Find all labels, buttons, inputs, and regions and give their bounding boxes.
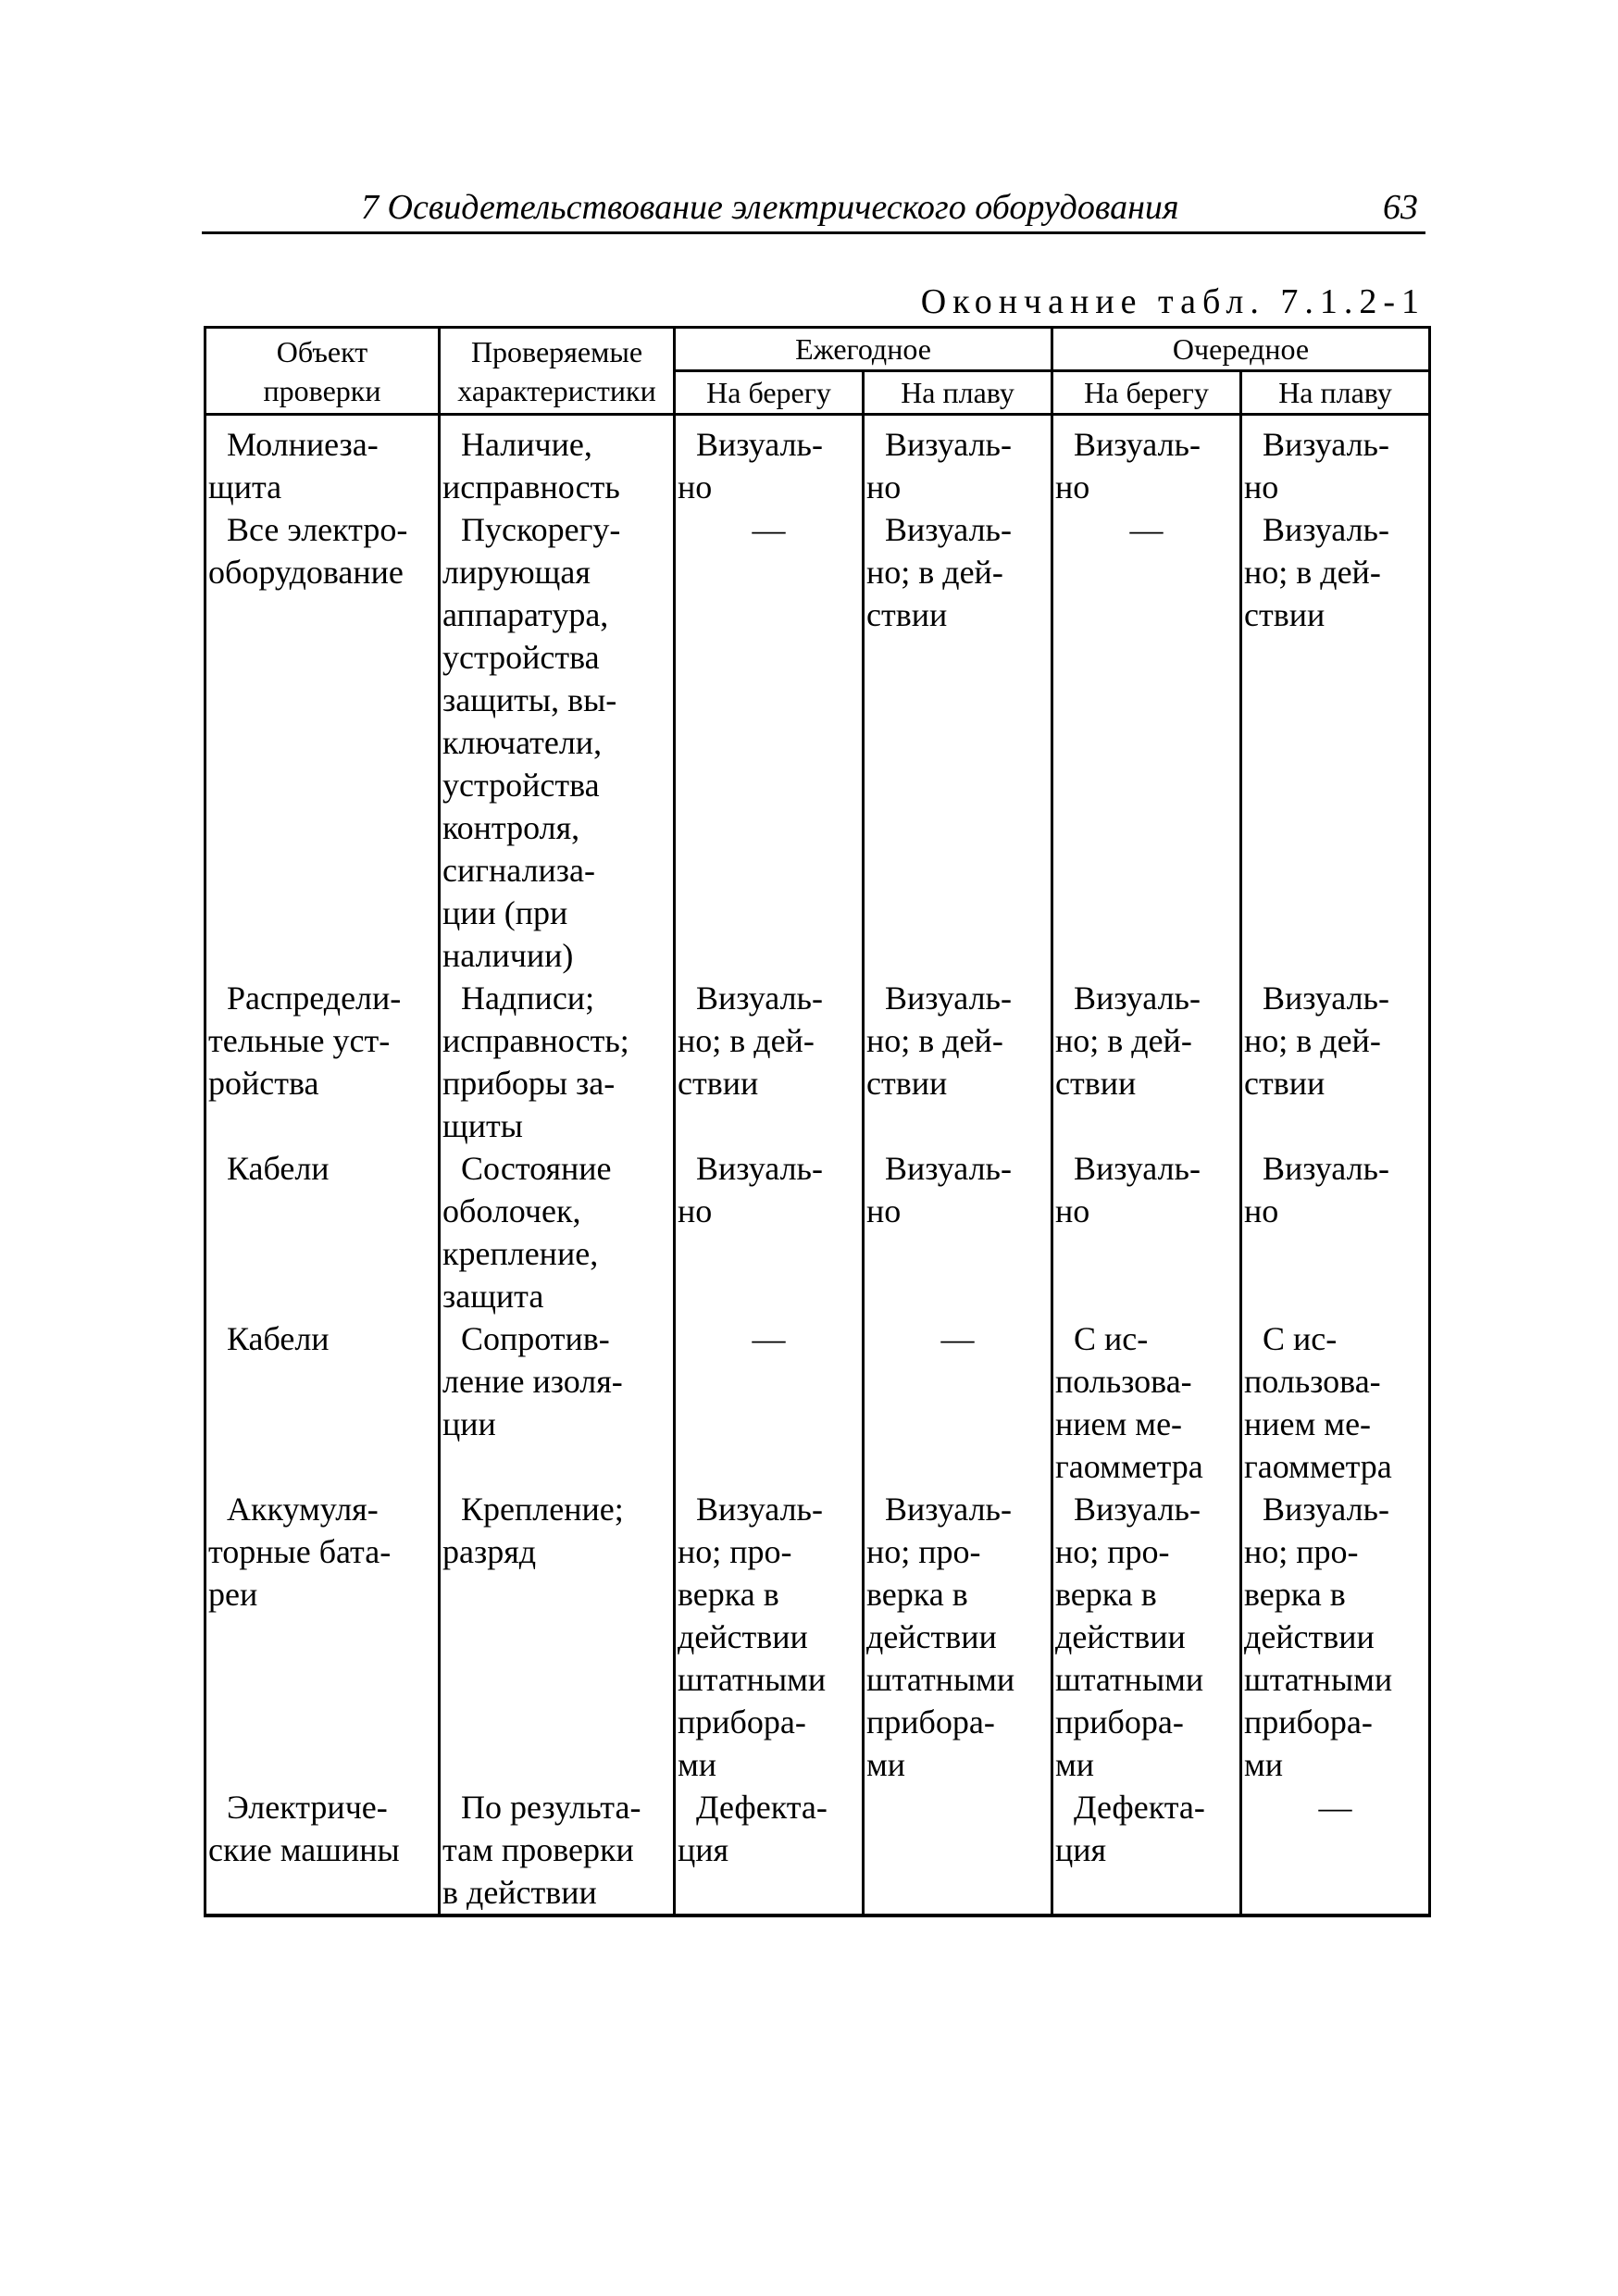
cell-line: ми <box>866 1746 906 1783</box>
cell-line: но <box>1244 1192 1279 1229</box>
cell-line: но; в дей- <box>678 1022 815 1059</box>
cell-line: Молниеза- <box>227 426 379 463</box>
cell-regular-ashore <box>1052 1786 1241 1915</box>
cell-line: защита <box>442 1278 544 1315</box>
page-number: 63 <box>1383 188 1418 227</box>
cell-line: тельные уст- <box>208 1022 391 1059</box>
cell-annual-afloat <box>864 415 1052 509</box>
cell-line: ские машины <box>208 1831 400 1868</box>
table-row <box>205 1786 1430 1915</box>
cell-line: действии <box>1055 1618 1186 1655</box>
cell-object <box>205 415 440 509</box>
cell-line: но; в дей- <box>1244 1022 1381 1059</box>
cell-regular-ashore <box>1052 1317 1241 1488</box>
cell-line: Визуаль- <box>696 1150 823 1187</box>
cell-line: ми <box>1244 1746 1284 1783</box>
cell-line: реи <box>208 1576 258 1613</box>
cell-line: штатными <box>678 1661 827 1698</box>
cell-line: ции (при <box>442 894 568 931</box>
cell-annual-afloat <box>864 1786 1052 1915</box>
cell-line: гаомметра <box>1244 1448 1392 1485</box>
cell-object <box>205 508 440 977</box>
cell-annual-ashore <box>675 1786 864 1915</box>
cell-line: Визуаль- <box>885 1491 1012 1528</box>
cell-line: верка в <box>678 1576 779 1613</box>
cell-line: Визуаль- <box>1263 1491 1389 1528</box>
cell-line: Пускорегу- <box>461 511 621 548</box>
cell-line: Кабели <box>227 1320 330 1357</box>
cell-line: Визуаль- <box>885 511 1012 548</box>
cell-characteristics <box>440 1317 675 1488</box>
table-head <box>205 328 1430 415</box>
cell-line: но <box>1055 1192 1090 1229</box>
cell-annual-ashore <box>675 1317 864 1488</box>
cell-line: — <box>940 1320 975 1357</box>
cell-line: С ис- <box>1263 1320 1338 1357</box>
header-characteristics: Проверяемые характеристики <box>440 328 675 415</box>
cell-annual-afloat <box>864 508 1052 977</box>
header-group-regular: Очередное <box>1052 328 1430 371</box>
cell-line: — <box>1129 511 1164 548</box>
cell-characteristics <box>440 1488 675 1786</box>
cell-line: По результа- <box>461 1789 641 1826</box>
cell-line: защиты, вы- <box>442 681 617 718</box>
cell-line: Надписи; <box>461 980 595 1017</box>
cell-line: Состояние <box>461 1150 612 1187</box>
header-annual-ashore: На берегу <box>675 371 864 415</box>
cell-line: Визуаль- <box>696 426 823 463</box>
cell-line: щиты <box>442 1107 523 1144</box>
cell-line: но <box>1055 468 1090 505</box>
cell-annual-ashore <box>675 1147 864 1317</box>
cell-line: контроля, <box>442 809 580 846</box>
table-row <box>205 1317 1430 1488</box>
cell-annual-ashore <box>675 415 864 509</box>
cell-line: Дефекта- <box>1074 1789 1205 1826</box>
cell-regular-ashore <box>1052 415 1241 509</box>
cell-line: Визуаль- <box>696 980 823 1017</box>
header-object: Объект проверки <box>205 328 440 415</box>
cell-characteristics <box>440 415 675 509</box>
cell-line: устройства <box>442 767 600 804</box>
cell-regular-ashore <box>1052 1147 1241 1317</box>
cell-line: Крепление; <box>461 1491 624 1528</box>
cell-line: пользова- <box>1055 1363 1192 1400</box>
cell-line: ствии <box>1244 596 1326 633</box>
cell-line: — <box>1318 1789 1352 1826</box>
table-caption: Окончание табл. 7.1.2-1 <box>920 282 1425 321</box>
cell-line: ция <box>678 1831 729 1868</box>
cell-line: Визуаль- <box>885 1150 1012 1187</box>
cell-line: ствии <box>1055 1065 1137 1102</box>
cell-line: но <box>866 468 902 505</box>
cell-line: прибора- <box>866 1703 995 1741</box>
cell-line: но <box>678 468 713 505</box>
cell-annual-ashore <box>675 1488 864 1786</box>
cell-object <box>205 1786 440 1915</box>
cell-line: ствии <box>678 1065 759 1102</box>
cell-line: но; в дей- <box>866 554 1003 591</box>
cell-line: нием ме- <box>1244 1405 1372 1442</box>
cell-line: но <box>678 1192 713 1229</box>
cell-line: Аккумуля- <box>227 1491 379 1528</box>
cell-line: оболочек, <box>442 1192 581 1229</box>
cell-line: действии <box>866 1618 997 1655</box>
cell-regular-ashore <box>1052 508 1241 977</box>
cell-line: Наличие, <box>461 426 592 463</box>
cell-line: нием ме- <box>1055 1405 1183 1442</box>
cell-regular-afloat <box>1241 1317 1430 1488</box>
cell-line: ствии <box>1244 1065 1326 1102</box>
cell-line: Визуаль- <box>1263 980 1389 1017</box>
table-row <box>205 1147 1430 1317</box>
cell-object <box>205 1317 440 1488</box>
cell-line: но <box>1244 468 1279 505</box>
cell-line: пользова- <box>1244 1363 1381 1400</box>
cell-line: торные бата- <box>208 1533 392 1570</box>
running-title: 7 Освидетельствование электрического оборудования <box>361 188 1179 227</box>
cell-line: действии <box>1244 1618 1375 1655</box>
inspection-table-container <box>204 326 1429 1917</box>
cell-object <box>205 977 440 1147</box>
cell-line: прибора- <box>1055 1703 1184 1741</box>
cell-characteristics <box>440 1147 675 1317</box>
running-header <box>202 181 1425 234</box>
cell-annual-afloat <box>864 1147 1052 1317</box>
cell-line: ции <box>442 1405 496 1442</box>
cell-line: исправность; <box>442 1022 629 1059</box>
cell-line: штатными <box>866 1661 1015 1698</box>
cell-line: С ис- <box>1074 1320 1149 1357</box>
cell-regular-afloat <box>1241 1786 1430 1915</box>
cell-line: но <box>866 1192 902 1229</box>
table-row <box>205 1488 1430 1786</box>
cell-line: но; в дей- <box>1244 554 1381 591</box>
header-regular-afloat: На плаву <box>1241 371 1430 415</box>
cell-line: Визуаль- <box>1074 1150 1201 1187</box>
cell-annual-ashore <box>675 977 864 1147</box>
cell-line: верка в <box>866 1576 968 1613</box>
cell-line: прибора- <box>1244 1703 1373 1741</box>
table-row <box>205 977 1430 1147</box>
cell-line: лирующая <box>442 554 591 591</box>
cell-line: Визуаль- <box>1074 426 1201 463</box>
cell-line: верка в <box>1055 1576 1157 1613</box>
cell-annual-afloat <box>864 1317 1052 1488</box>
cell-line: наличии) <box>442 937 574 974</box>
cell-regular-ashore <box>1052 1488 1241 1786</box>
table-row <box>205 415 1430 509</box>
cell-line: штатными <box>1055 1661 1204 1698</box>
cell-line: Визуаль- <box>1074 1491 1201 1528</box>
cell-line: исправность <box>442 468 620 505</box>
cell-line: прибора- <box>678 1703 806 1741</box>
cell-annual-ashore <box>675 508 864 977</box>
cell-line: ключатели, <box>442 724 603 761</box>
cell-line: ствии <box>866 1065 948 1102</box>
cell-line: сигнализа- <box>442 852 595 889</box>
cell-characteristics <box>440 508 675 977</box>
cell-line: Кабели <box>227 1150 330 1187</box>
cell-line: Визуаль- <box>1263 1150 1389 1187</box>
cell-line: ствии <box>866 596 948 633</box>
cell-regular-afloat <box>1241 508 1430 977</box>
cell-line: приборы за- <box>442 1065 616 1102</box>
cell-line: но; про- <box>1244 1533 1359 1570</box>
cell-regular-afloat <box>1241 1147 1430 1317</box>
cell-line: — <box>752 511 786 548</box>
cell-line: оборудование <box>208 554 404 591</box>
cell-regular-afloat <box>1241 1488 1430 1786</box>
cell-line: — <box>752 1320 786 1357</box>
cell-line: но; про- <box>678 1533 792 1570</box>
cell-line: Сопротив- <box>461 1320 610 1357</box>
cell-line: ция <box>1055 1831 1107 1868</box>
cell-line: ление изоля- <box>442 1363 623 1400</box>
cell-line: штатными <box>1244 1661 1393 1698</box>
cell-object <box>205 1147 440 1317</box>
cell-line: ройства <box>208 1065 319 1102</box>
cell-line: Электриче- <box>227 1789 388 1826</box>
cell-line: но; в дей- <box>866 1022 1003 1059</box>
cell-line: там проверки <box>442 1831 634 1868</box>
cell-line: но; в дей- <box>1055 1022 1192 1059</box>
cell-line: но; про- <box>866 1533 981 1570</box>
header-regular-ashore: На берегу <box>1052 371 1241 415</box>
cell-line: устройства <box>442 639 600 676</box>
cell-line: Визуаль- <box>1263 511 1389 548</box>
cell-line: действии <box>678 1618 808 1655</box>
header-group-annual: Ежегодное <box>675 328 1052 371</box>
cell-regular-afloat <box>1241 977 1430 1147</box>
cell-line: Визуаль- <box>1263 426 1389 463</box>
cell-characteristics <box>440 1786 675 1915</box>
cell-annual-afloat <box>864 1488 1052 1786</box>
cell-line: в действии <box>442 1874 597 1911</box>
cell-line: крепление, <box>442 1235 599 1272</box>
cell-line: ми <box>678 1746 717 1783</box>
cell-characteristics <box>440 977 675 1147</box>
cell-regular-ashore <box>1052 977 1241 1147</box>
cell-object <box>205 1488 440 1786</box>
cell-line: Визуаль- <box>885 426 1012 463</box>
cell-line: верка в <box>1244 1576 1346 1613</box>
cell-line: Визуаль- <box>696 1491 823 1528</box>
cell-line: аппаратура, <box>442 596 609 633</box>
table-row <box>205 508 1430 977</box>
cell-regular-afloat <box>1241 415 1430 509</box>
cell-line: Визуаль- <box>1074 980 1201 1017</box>
cell-line: Все электро- <box>227 511 408 548</box>
inspection-table <box>204 326 1431 1917</box>
cell-line: но; про- <box>1055 1533 1170 1570</box>
cell-line: разряд <box>442 1533 537 1570</box>
table-body <box>205 415 1430 1916</box>
cell-line: гаомметра <box>1055 1448 1203 1485</box>
cell-line: щита <box>208 468 282 505</box>
cell-line: Дефекта- <box>696 1789 828 1826</box>
cell-annual-afloat <box>864 977 1052 1147</box>
header-annual-afloat: На плаву <box>864 371 1052 415</box>
cell-line: Визуаль- <box>885 980 1012 1017</box>
cell-line: Распредели- <box>227 980 402 1017</box>
cell-line: ми <box>1055 1746 1095 1783</box>
